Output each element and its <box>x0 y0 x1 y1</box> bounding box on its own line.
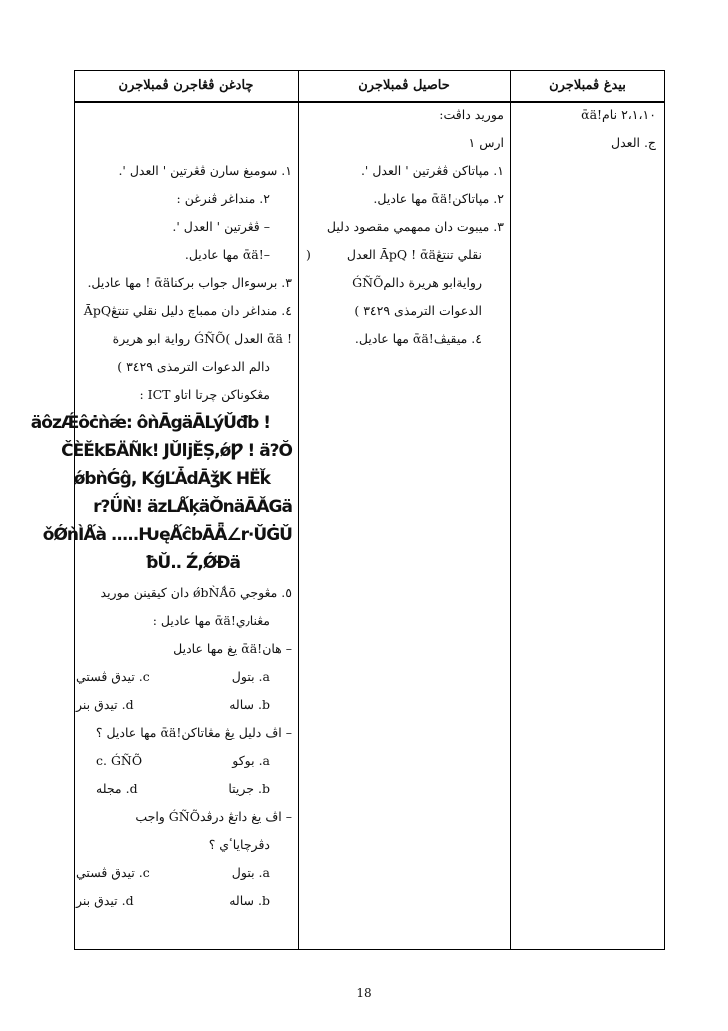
method-item: ٥. مڠوجي ǿbǸǺō دان کيقينن موريد <box>100 585 292 600</box>
option-b: b. جريتا <box>228 781 270 796</box>
column-divider <box>510 70 511 950</box>
option-c: c. ǴÑÕ <box>96 753 143 768</box>
header-learning-area: بيدغ ڤمبلاجرن <box>549 78 626 93</box>
method-item: دالم الدعوات الترمذى ٣٤٢٩ ) <box>117 359 270 374</box>
outcome-item: ٤. ميقيڤ!ᾱä مها عاديل. <box>354 331 482 346</box>
option-b: b. ساله <box>229 893 270 908</box>
outcome-item: ١. مڽاتاکن ڤڠرتين ' العدل '. <box>360 163 504 178</box>
method-item: – هان!ᾱä يغ مها عاديل <box>173 641 292 656</box>
header-teaching-method: چادغن ڤڠاجرن ڤمبلاجرن <box>118 78 254 93</box>
option-c: c. تيدق ڤستي <box>76 865 150 880</box>
option-a: a. بتول <box>231 669 270 684</box>
learning-area-cell <box>512 106 656 166</box>
learning-area-topic: ج. العدل <box>611 135 656 150</box>
outcome-level: ارس ١ <box>468 135 504 150</box>
method-item: ! ᾱä العدل )ǴÑÕ رواية ابو هريرة <box>112 331 292 346</box>
outcome-item: الدعوات الترمذى ٣٤٢٩ ) <box>354 303 482 318</box>
method-item: ٤. منداغر دان ممباچ دليل نقلي تنتڠĀpQ <box>83 303 292 318</box>
learning-outcome-cell <box>300 106 504 366</box>
outcome-item: ٣. ميبوت دان ممهمي مقصود دليل <box>326 219 504 234</box>
option-d: d. مجله <box>96 781 138 796</box>
question-prompt: دڤرچاياٴي ؟ <box>208 837 270 852</box>
question-prompt: – اڤ يغ داتڠ درڤدǴÑÕ واجب <box>135 809 292 824</box>
outcome-item: نقلي تنتڠĀpQ ! ᾱä العدل <box>346 247 482 262</box>
method-item: مڠکوناکن چرتا اتاو ICT : <box>139 387 270 402</box>
method-item: مڠنا٫ي!ᾱä مها عاديل : <box>152 613 270 628</box>
option-d: d. تيدق بنر <box>76 893 134 908</box>
outcome-intro: موريد داڤت: <box>439 107 504 122</box>
option-a: a. بتول <box>231 865 270 880</box>
header-learning-outcome: حاصيل ڤمبلاجرن <box>358 78 450 93</box>
method-garbled-text: ƀǓ.. Ź,ǾĐä <box>146 553 240 573</box>
method-garbled-text: ČÈĔkБÄÑk! JǓǉĔȘ,ǿǷ ! ä?Ŏ <box>61 441 292 461</box>
option-c: c. تيدق ڤستي <box>76 669 150 684</box>
outcome-paren: ( <box>306 247 311 262</box>
outcome-item: روايةابو هريرة دالمǴÑÕ <box>352 275 482 290</box>
method-item: ٣. برسوءال جواب برکناᾱä ! مها عاديل. <box>87 275 292 290</box>
learning-area-code: ٢،١،١٠ نام!ᾱä <box>581 107 656 122</box>
method-garbled-text: ! äôzǼôċǹǽ: ôǹĀgäĀLýǓđb <box>30 413 270 433</box>
method-garbled-text: ǿbǹǴĝ, KǵĽǠdĀǯK HËǩ <box>73 469 270 489</box>
outcome-item: ٢. مڽاتاکن!ᾱä مها عاديل. <box>373 191 504 206</box>
method-garbled-text: ǒǾǹÌǺà .....ǶęǺĉbĀǞ∠r∙ǓĠǓ <box>42 525 292 545</box>
option-b: b. ساله <box>229 697 270 712</box>
method-item: ٢. منداغر ڤنرغن : <box>176 191 270 206</box>
method-item: ١. سومبغ سارن ڤڠرتين ' العدل '. <box>118 163 292 178</box>
question-prompt: – اڤ دليل يڠ مڠاتاکن!ᾱä مها عاديل ؟ <box>95 725 292 740</box>
column-divider <box>298 70 299 950</box>
header-divider <box>74 102 665 103</box>
teaching-method-cell <box>30 106 292 946</box>
method-item: – ڤڠرتين ' العدل '. <box>172 219 270 234</box>
option-d: d. تيدق بنر <box>76 697 134 712</box>
method-item: –!ᾱä مها عاديل. <box>184 247 270 262</box>
option-a: a. بوکو <box>232 753 270 768</box>
method-garbled-text: r?ǗǸ! äzLǺķäǑnäĀǍGä <box>93 497 292 517</box>
page-number: 18 <box>356 986 372 1000</box>
